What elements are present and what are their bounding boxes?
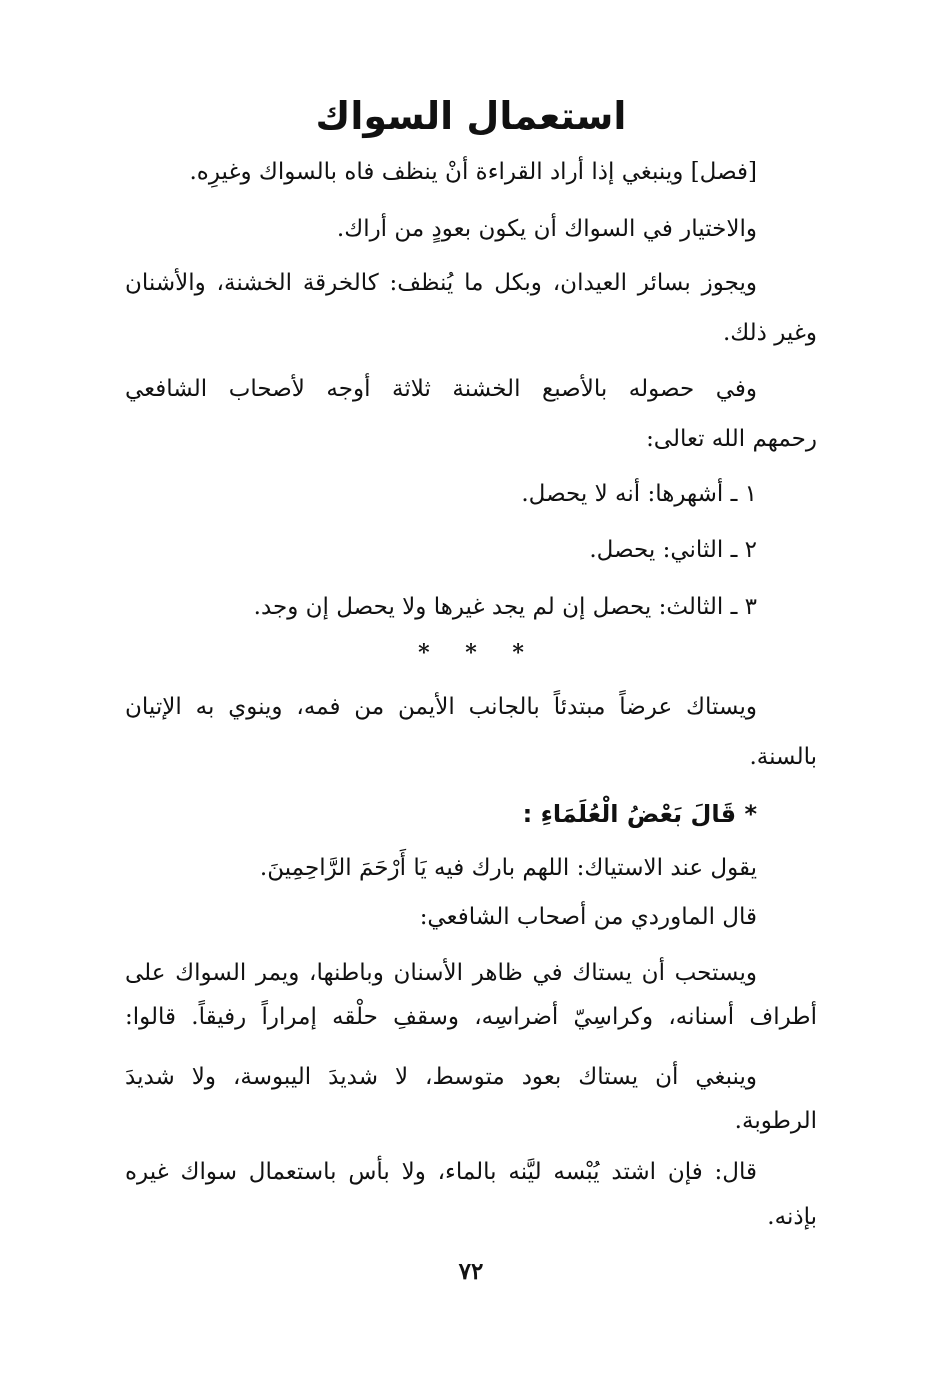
list-item: ٣ ـ الثالث: يحصل إن لم يجد غيرها ولا يحصل إن وجد.	[253, 594, 757, 620]
paragraph-line: ويجوز بسائر العيدان، وبكل ما يُنظف: كالخرقة الخشنة، والأشنان	[125, 270, 757, 296]
paragraph-line: ويستاك عرضاً مبتدئاً بالجانب الأيمن من فمه، وينوي به الإتيان	[125, 694, 757, 720]
paragraph-line: وينبغي أن يستاك بعود متوسط، لا شديدَ اليبوسة، ولا شديدَ	[125, 1064, 757, 1090]
page-number: ٧٢	[458, 1258, 484, 1285]
paragraph-line: [فصل] وينبغي إذا أراد القراءة أنْ ينظف فاه بالسواك وغيرِه.	[189, 159, 757, 185]
paragraph-line: بإذنه.	[767, 1204, 817, 1230]
section-heading: * قَالَ بَعْضُ الْعُلَمَاءِ :	[522, 800, 757, 828]
paragraph-line: الرطوبة.	[734, 1108, 817, 1134]
section-separator: * * *	[418, 640, 524, 666]
paragraph-line: قال: فإن اشتد يُبْسه ليَّنه بالماء، ولا بأس باستعمال سواك غيره	[125, 1159, 757, 1185]
book-page	[125, 0, 817, 1375]
paragraph-line: بالسنة.	[749, 744, 817, 770]
paragraph-line: والاختيار في السواك أن يكون بعودٍ من أراك.	[336, 216, 757, 242]
chapter-title: استعمال السواك	[315, 94, 627, 138]
paragraph-line: رحمهم الله تعالى:	[646, 426, 817, 452]
paragraph-line: ويستحب أن يستاك في ظاهر الأسنان وباطنها، ويمر السواك على	[125, 960, 757, 986]
paragraph-line: قال الماوردي من أصحاب الشافعي:	[419, 904, 757, 930]
paragraph-line: وفي حصوله بالأصبع الخشنة ثلاثة أوجه لأصحاب الشافعي	[125, 376, 757, 402]
paragraph-line: أطراف أسنانه، وكراسِيّ أضراسِه، وسقفِ حلْقه إمراراً رفيقاً. قالوا:	[125, 1004, 817, 1030]
paragraph-line: وغير ذلك.	[722, 320, 817, 346]
paragraph-line: يقول عند الاستياك: اللهم بارك فيه يَا أَرْحَمَ الرَّاحِمِينَ.	[259, 855, 757, 881]
list-item: ٢ ـ الثاني: يحصل.	[589, 537, 757, 563]
list-item: ١ ـ أشهرها: أنه لا يحصل.	[521, 481, 757, 507]
